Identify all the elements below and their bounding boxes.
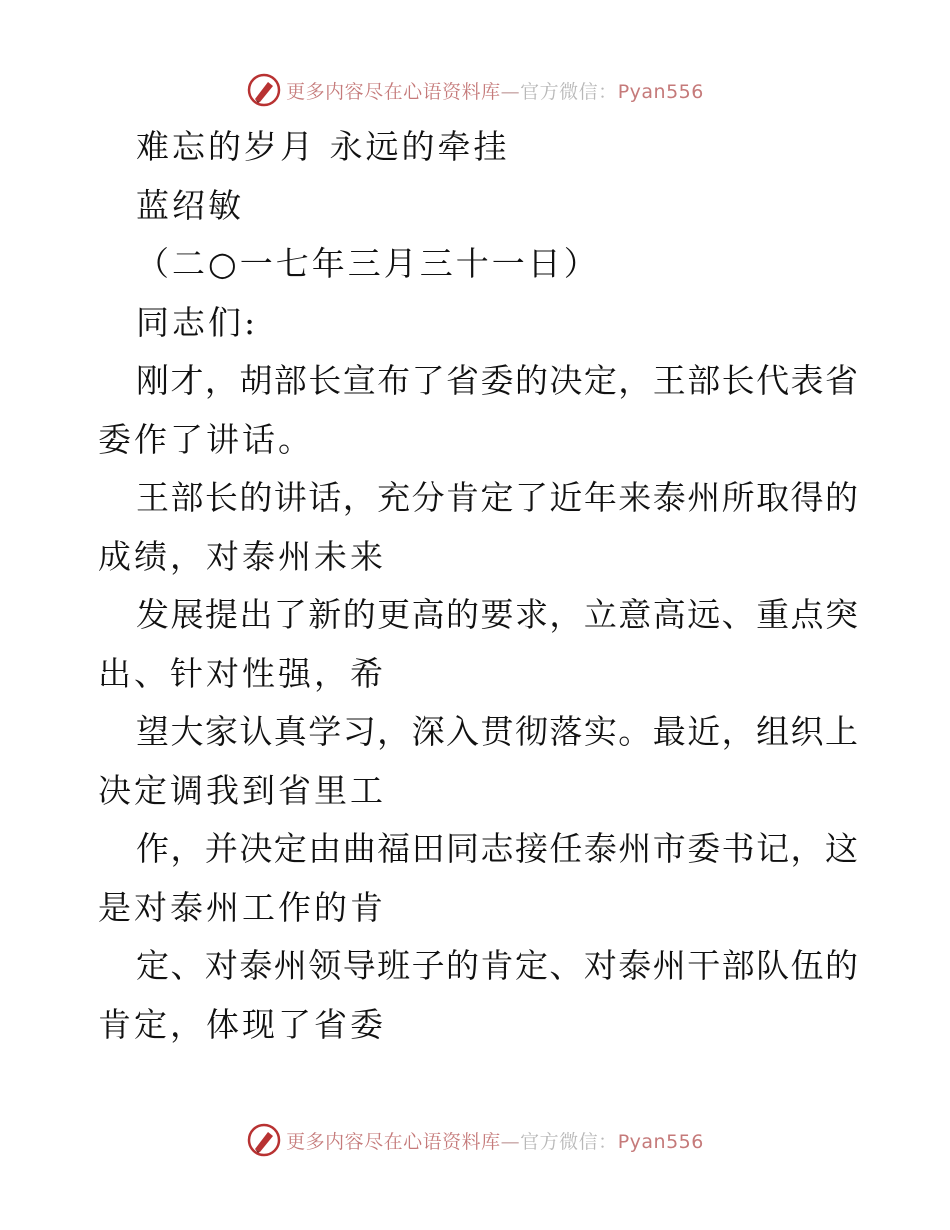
document-date: （二○一七年三月三十一日）	[136, 244, 600, 283]
paragraph-line: 委作了讲话。	[98, 419, 314, 459]
paragraph-line: 成绩，对泰州未来	[98, 536, 386, 576]
paragraph-line: 王部长的讲话，充分肯定了近年来泰州所取得的	[136, 478, 858, 517]
paragraph-line: 决定调我到省里工	[98, 770, 386, 810]
paragraph-line: 定、对泰州领导班子的肯定、对泰州干部队伍的	[136, 946, 858, 985]
document-author: 蓝绍敏	[136, 185, 244, 225]
banner-text	[286, 1127, 704, 1154]
paragraph-line: 发展提出了新的更高的要求，立意高远、重点突	[136, 595, 858, 634]
paragraph-line: 是对泰州工作的肯	[98, 887, 386, 927]
banner-text	[286, 77, 704, 104]
pen-logo-icon	[246, 1122, 282, 1158]
header-banner	[0, 70, 950, 110]
pen-logo-icon	[246, 72, 282, 108]
banner-separator: —	[500, 1130, 521, 1153]
banner-wechat-label: 官方微信：	[520, 1130, 618, 1153]
footer-banner	[0, 1120, 950, 1160]
paragraph-line: 刚才，胡部长宣布了省委的决定，王部长代表省	[136, 361, 858, 400]
paragraph-line: 出、针对性强，希	[98, 653, 386, 693]
banner-brand: 更多内容尽在心语资料库	[286, 1130, 501, 1153]
banner-wechat-id: Pyan556	[617, 80, 704, 103]
document-title: 难忘的岁月 永远的牵挂	[136, 127, 510, 166]
document-body	[98, 118, 858, 1054]
paragraph-line: 肯定，体现了省委	[98, 1004, 386, 1044]
paragraph-line: 作，并决定由曲福田同志接任泰州市委书记，这	[136, 829, 858, 868]
document-salutation: 同志们:	[136, 302, 259, 342]
banner-brand: 更多内容尽在心语资料库	[286, 80, 501, 103]
banner-wechat-id: Pyan556	[617, 1130, 704, 1153]
banner-wechat-label: 官方微信：	[520, 80, 618, 103]
paragraph-line: 望大家认真学习，深入贯彻落实。最近，组织上	[136, 712, 858, 751]
banner-separator: —	[500, 80, 521, 103]
